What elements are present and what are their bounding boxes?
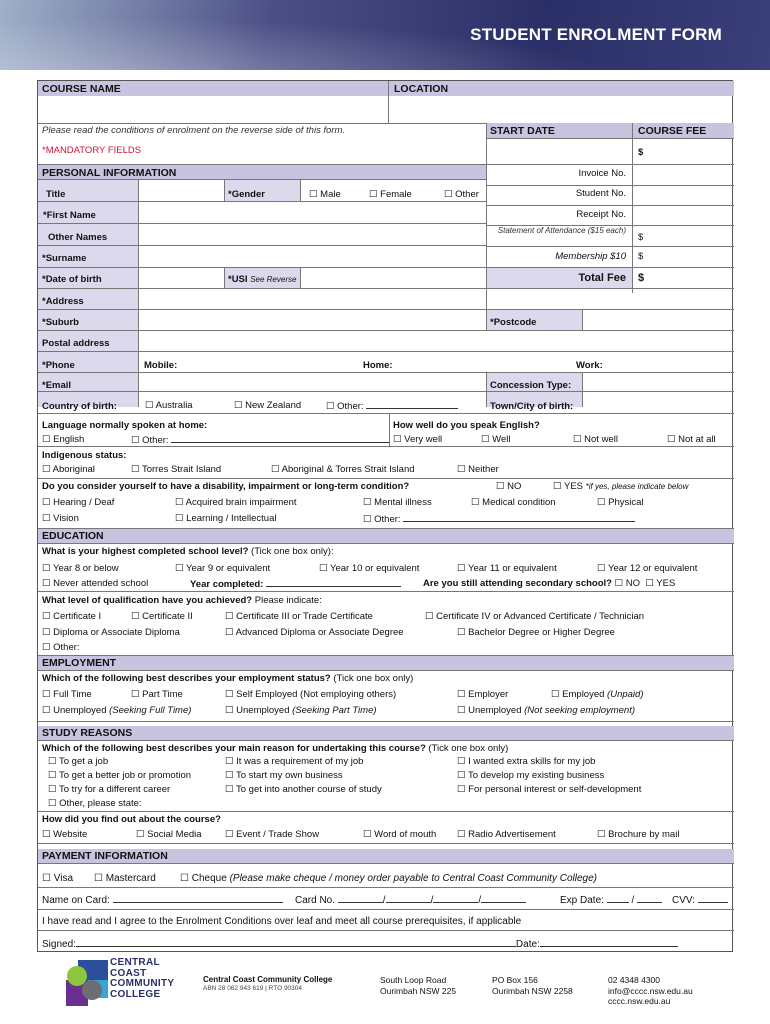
lang-other-checkbox[interactable]: ☐ Other: — [131, 435, 169, 446]
find-word-checkbox[interactable]: ☐ Word of mouth — [363, 829, 437, 840]
dob-label: *Date of birth — [42, 274, 102, 285]
reason-job-checkbox[interactable]: ☐ To get a job — [48, 756, 109, 767]
gender-male-checkbox[interactable]: ☐ Male — [309, 189, 341, 200]
footer — [0, 956, 770, 1024]
indigenous-aboriginal-checkbox[interactable]: ☐ Aboriginal — [42, 464, 95, 475]
start-date-label: START DATE — [490, 125, 555, 137]
still-attending-no-checkbox[interactable]: ☐ NO — [614, 578, 641, 589]
personal-info-heading: PERSONAL INFORMATION — [42, 167, 177, 179]
footer-org-name: Central Coast Community College — [203, 975, 333, 984]
concession-label: Concession Type: — [490, 380, 572, 391]
concession-field[interactable] — [584, 373, 732, 391]
country-nz-checkbox[interactable]: ☐ New Zealand — [234, 400, 302, 411]
postcode-label: *Postcode — [490, 317, 537, 328]
year-completed-label: Year completed: — [190, 579, 264, 590]
find-website-checkbox[interactable]: ☐ Website — [42, 829, 88, 840]
other-names-label: Other Names — [48, 232, 108, 243]
pay-visa-checkbox[interactable]: ☐ Visa — [42, 873, 74, 884]
qualification-hint: Please indicate: — [254, 595, 322, 606]
speak-english-label: How well do you speak English? — [393, 420, 540, 431]
course-name-field[interactable] — [40, 97, 386, 121]
cheque-note: (Please make cheque / money order payable to Central Coast Community College) — [229, 873, 597, 884]
disability-medical-checkbox[interactable]: ☐ Medical condition — [471, 497, 556, 508]
first-name-field[interactable] — [140, 202, 484, 222]
gender-female-checkbox[interactable]: ☐ Female — [369, 189, 412, 200]
reason-requirement-checkbox[interactable]: ☐ It was a requirement of my job — [225, 756, 364, 767]
signed-label: Signed: — [42, 939, 76, 950]
home-field[interactable] — [400, 353, 570, 370]
part-time-checkbox[interactable]: ☐ Part Time — [131, 689, 183, 700]
education-heading: EDUCATION — [38, 529, 734, 543]
membership-label: Membership $10 — [555, 251, 626, 262]
reason-extra-skills-checkbox[interactable]: ☐ I wanted extra skills for my job — [457, 756, 596, 767]
logo-line-2: COAST — [110, 967, 147, 979]
location-field[interactable] — [390, 97, 732, 121]
agreement-text: I have read and I agree to the Enrolment Conditions over leaf and meet all course prerequisites, if applicable — [42, 916, 522, 927]
indigenous-label: Indigenous status: — [42, 450, 127, 461]
student-no-label: Student No. — [575, 188, 626, 199]
indigenous-neither-checkbox[interactable]: ☐ Neither — [457, 464, 499, 475]
card-no-field-2[interactable] — [386, 894, 431, 903]
footer-website-link[interactable]: cccc.nsw.edu.au — [608, 996, 671, 1006]
cvv-label: CVV: — [672, 895, 695, 906]
title-label: Title — [46, 189, 66, 200]
student-no-field[interactable] — [634, 186, 732, 204]
usi-field[interactable] — [302, 268, 484, 287]
disability-hearing-checkbox[interactable]: ☐ Hearing / Deaf — [42, 497, 115, 508]
receipt-no-field[interactable] — [634, 206, 732, 224]
year12-checkbox[interactable]: ☐ Year 12 or equivalent — [597, 563, 698, 574]
postal-address-field[interactable] — [140, 331, 732, 350]
postcode-field[interactable] — [584, 310, 732, 329]
exp-month-field[interactable] — [607, 894, 629, 903]
still-attending-label: Are you still attending secondary school? — [423, 578, 612, 589]
disability-brain-checkbox[interactable]: ☐ Acquired brain impairment — [175, 497, 297, 508]
study-reason-hint: (Tick one box only) — [428, 743, 509, 754]
unemployed-not-checkbox[interactable]: ☐ Unemployed — [457, 705, 522, 716]
english-not-well-checkbox[interactable]: ☐ Not well — [573, 434, 618, 445]
full-time-checkbox[interactable]: ☐ Full Time — [42, 689, 92, 700]
total-fee-label: Total Fee — [578, 272, 626, 284]
card-no-field-3[interactable] — [433, 894, 478, 903]
employed-unpaid-note: (Unpaid) — [607, 689, 644, 700]
statement-label: Statement of Attendance ($15 each) — [497, 226, 626, 235]
reason-other-checkbox[interactable]: ☐ Other, please state: — [48, 798, 142, 809]
reason-better-job-checkbox[interactable]: ☐ To get a better job or promotion — [48, 770, 192, 781]
logo-line-3: COMMUNITY — [110, 978, 175, 989]
mobile-label: Mobile: — [144, 360, 178, 371]
logo-line-4: COLLEGE — [110, 988, 161, 1000]
address-field[interactable] — [140, 289, 732, 308]
work-label: Work: — [576, 360, 603, 371]
invoice-no-label: Invoice No. — [578, 168, 626, 179]
town-field[interactable] — [584, 393, 732, 407]
english-very-well-checkbox[interactable]: ☐ Very well — [393, 434, 443, 445]
indigenous-both-checkbox[interactable]: ☐ Aboriginal & Torres Strait Island — [271, 464, 415, 475]
gender-other-checkbox[interactable]: ☐ Other — [444, 189, 479, 200]
pay-mastercard-checkbox[interactable]: ☐ Mastercard — [94, 873, 156, 884]
unemployed-part-checkbox[interactable]: ☐ Unemployed — [225, 705, 290, 716]
unemployed-full-checkbox[interactable]: ☐ Unemployed — [42, 705, 107, 716]
adv-diploma-checkbox[interactable]: ☐ Advanced Diploma or Associate Degree — [225, 627, 404, 638]
still-attending-yes-checkbox[interactable]: ☐ YES — [645, 578, 676, 589]
name-on-card-label: Name on Card: — [42, 895, 110, 906]
english-not-at-all-checkbox[interactable]: ☐ Not at all — [667, 434, 716, 445]
invoice-no-field[interactable] — [634, 165, 732, 183]
employed-unpaid-checkbox[interactable]: ☐ Employed — [551, 689, 605, 700]
course-name-label: COURSE NAME — [42, 83, 121, 95]
disability-if-yes-note: *if yes, please indicate below — [585, 482, 689, 491]
year-completed-field[interactable] — [266, 578, 401, 587]
form-title: STUDENT ENROLMENT FORM — [470, 25, 722, 44]
cvv-field[interactable] — [698, 894, 728, 903]
exp-date-label: Exp Date: — [560, 895, 604, 906]
year10-checkbox[interactable]: ☐ Year 10 or equivalent — [319, 563, 420, 574]
footer-address-1: South Loop Road — [380, 975, 447, 985]
email-label: *Email — [42, 380, 72, 391]
dob-field[interactable] — [140, 268, 224, 287]
cert4-checkbox[interactable]: ☐ Certificate IV or Advanced Certificate / Technician — [425, 611, 645, 622]
footer-po-1: PO Box 156 — [492, 975, 538, 985]
employment-question: Which of the following best describes your employment status? — [42, 673, 331, 684]
pay-cheque-checkbox[interactable]: ☐ Cheque — [180, 873, 227, 884]
membership-fee-field[interactable]: $ — [638, 251, 644, 262]
footer-email-link[interactable]: info@cccc.nsw.edu.au — [608, 985, 693, 996]
indigenous-tsi-checkbox[interactable]: ☐ Torres Strait Island — [131, 464, 222, 475]
date-label: Date: — [515, 939, 540, 950]
country-australia-checkbox[interactable]: ☐ Australia — [145, 400, 193, 411]
surname-label: *Surname — [42, 253, 87, 264]
disability-other-checkbox[interactable]: ☐ Other: — [363, 514, 401, 525]
cert1-checkbox[interactable]: ☐ Certificate I — [42, 611, 102, 622]
other-names-field[interactable] — [140, 224, 484, 244]
title-field[interactable] — [140, 180, 224, 200]
footer-po-2: Ourimbah NSW 2258 — [492, 985, 573, 996]
disability-no-checkbox[interactable]: ☐ NO — [496, 481, 522, 492]
reason-own-business-checkbox[interactable]: ☐ To start my own business — [225, 770, 343, 781]
diploma-checkbox[interactable]: ☐ Diploma or Associate Diploma — [42, 627, 180, 638]
reason-develop-business-checkbox[interactable]: ☐ To develop my existing business — [457, 770, 605, 781]
course-header-bar — [38, 81, 734, 96]
name-on-card-field[interactable] — [113, 894, 283, 903]
study-reasons-heading: STUDY REASONS — [38, 726, 734, 740]
phone-label: *Phone — [42, 360, 75, 371]
self-employed-checkbox[interactable]: ☐ Self Employed (Not employing others) — [225, 689, 397, 700]
find-out-question: How did you find out about the course? — [42, 814, 221, 825]
mobile-field[interactable] — [188, 353, 358, 370]
email-field[interactable] — [140, 373, 484, 391]
employment-hint: (Tick one box only) — [333, 673, 414, 684]
disability-mental-checkbox[interactable]: ☐ Mental illness — [363, 497, 432, 508]
school-level-hint: (Tick one box only): — [251, 546, 334, 557]
suburb-field[interactable] — [140, 310, 484, 329]
find-social-checkbox[interactable]: ☐ Social Media — [136, 829, 202, 840]
footer-address-2: Ourimbah NSW 225 — [380, 985, 457, 996]
employment-heading: EMPLOYMENT — [38, 656, 734, 670]
college-logo-icon — [66, 960, 108, 1006]
surname-field[interactable] — [140, 246, 484, 266]
card-no-label: Card No. — [295, 895, 336, 906]
gender-label: *Gender — [228, 189, 265, 200]
reason-interest-checkbox[interactable]: ☐ For personal interest or self-development — [457, 784, 642, 795]
country-other-field[interactable] — [366, 400, 458, 409]
country-label: Country of birth: — [42, 401, 117, 412]
enrolment-form: COURSE NAME LOCATION Please read the conditions of enrolment on the reverse side of this form. START DATE COURSE FEE *MANDATORY FIELDS $ PERSONAL INFORMATION Invoice No. Student No. Receipt No. Statement of Attendance ($15 each) $ Membership $10 $ Total Fee $ Title *Gender ☐ Male ☐ Female ☐ Other *First Name Other Names *Surname *Date of birth *USI See Reverse *Address *Suburb *Postcode Postal address *Phone Mobile: Home: Work: *Email Concession Type: Country of birth: ☐ Australia ☐ New Zealand ☐ Other: Town/City of birth: Language normally spoken at home: ☐ English ☐ Other: How well do you speak English? ☐ Very well ☐ Well ☐ Not well ☐ Not at all Indigenous status: ☐ Aboriginal ☐ Torres Strait Island ☐ Aboriginal & Torres Strait Island ☐ Neither Do you consider yourself to have a disability, impairment or long-term condition? ☐ NO ☐ YES *if yes, please indicate below ☐ Hearing / Deaf ☐ Acquired brain impairment ☐ Mental illness ☐ Medical condition ☐ Physical ☐ Vision ☐ Learning / Intellectual ☐ Other: EDUCATION What is your highest completed school level? (Tick one box only): ☐ Year 8 or below ☐ Year 9 or equivalent ☐ Year 10 or equivalent ☐ Year 11 or equivalent ☐ Year 12 or equivalent ☐ Never attended school Year completed: Are you still attending secondary school? ☐ NO ☐ YES What level of qualification have you achieved? Please indicate: ☐ Certificate I ☐ Certificate II ☐ Certificate III or Trade Certificate ☐ Certificate IV or Advanced Certificate / Technician ☐ Diploma or Associate Diploma ☐ Advanced Diploma or Associate Degree ☐ Bachelor Degree or Higher Degree ☐ Other: EMPLOYMENT Which of the following best describes your employment status? (Tick one box only) ☐ Full Time ☐ Part Time ☐ Self Employed (Not employing others) ☐ Employer ☐ Employed (Unpaid) ☐ Unemployed (Seeking Full Time) ☐ Unemployed (Seeking Part Time) ☐ Unemployed (Not seeking employment) STUDY REASONS Which of the following best describes your main reason for undertaking this course? (Tick one box only) ☐ To get a job ☐ It was a requirement of my job ☐ I wanted extra skills for my job ☐ To get a better job or promotion ☐ To start my own business ☐ To develop my existing business ☐ To try for a different career ☐ To get into another course of study ☐ For personal interest or self-development ☐ Other, please state: How did you find out about the course? ☐ Website ☐ Social Media ☐ Event / Trade Show ☐ Word of mouth ☐ Radio Advertisement ☐ Brochure by mail PAYMENT INFORMATION ☐ Visa ☐ Mastercard ☐ Cheque (Please make cheque / money order payable to Central Coast Community College) Name on Card: Card No. / / / Exp Date: / CVV: I have read and I agree to the Enrolment Conditions over leaf and meet all course prerequisites, if applicable Signed: Date: — [37, 80, 733, 952]
statement-fee-field[interactable]: $ — [638, 232, 644, 243]
receipt-no-label: Receipt No. — [576, 209, 626, 220]
header-banner — [0, 0, 770, 70]
unemployed-part-note: (Seeking Part Time) — [292, 705, 377, 716]
footer-abn: ABN 28 062 943 619 | RTO 90304 — [203, 985, 303, 992]
course-fee-field[interactable]: $ — [638, 147, 644, 158]
employer-checkbox[interactable]: ☐ Employer — [457, 689, 509, 700]
never-attended-checkbox[interactable]: ☐ Never attended school — [42, 578, 149, 589]
suburb-label: *Suburb — [42, 317, 79, 328]
disability-other-field[interactable] — [403, 513, 635, 522]
year11-checkbox[interactable]: ☐ Year 11 or equivalent — [457, 563, 557, 574]
home-label: Home: — [363, 360, 393, 371]
disability-physical-checkbox[interactable]: ☐ Physical — [597, 497, 644, 508]
usi-label: *USI — [228, 274, 248, 285]
lang-english-checkbox[interactable]: ☐ English — [42, 434, 85, 445]
reason-career-checkbox[interactable]: ☐ To try for a different career — [48, 784, 171, 795]
lang-other-field[interactable] — [171, 434, 389, 443]
work-field[interactable] — [610, 353, 730, 370]
date-field[interactable] — [540, 938, 678, 947]
disability-vision-checkbox[interactable]: ☐ Vision — [42, 513, 79, 524]
qualification-other-checkbox[interactable]: ☐ Other: — [42, 642, 80, 653]
study-reason-question: Which of the following best describes your main reason for undertaking this course? — [42, 743, 426, 754]
bachelor-checkbox[interactable]: ☐ Bachelor Degree or Higher Degree — [457, 627, 615, 638]
qualification-question: What level of qualification have you achieved? — [42, 595, 253, 606]
disability-yes-checkbox[interactable]: ☐ YES — [553, 481, 583, 492]
cert2-checkbox[interactable]: ☐ Certificate II — [131, 611, 193, 622]
address-label: *Address — [42, 296, 84, 307]
english-well-checkbox[interactable]: ☐ Well — [481, 434, 511, 445]
exp-year-field[interactable] — [637, 894, 662, 903]
location-label: LOCATION — [394, 83, 449, 95]
logo-line-1: CENTRAL — [110, 957, 160, 968]
total-fee-field[interactable]: $ — [638, 272, 645, 284]
payment-heading: PAYMENT INFORMATION — [38, 849, 734, 863]
find-event-checkbox[interactable]: ☐ Event / Trade Show — [225, 829, 320, 840]
postal-address-label: Postal address — [42, 338, 110, 349]
footer-phone: 02 4348 4300 — [608, 975, 660, 985]
disability-learning-checkbox[interactable]: ☐ Learning / Intellectual — [175, 513, 277, 524]
country-other-checkbox[interactable]: ☐ Other: — [326, 401, 364, 412]
card-no-field-4[interactable] — [481, 894, 526, 903]
town-label: Town/City of birth: — [490, 401, 574, 412]
school-level-question: What is your highest completed school level? — [42, 546, 249, 557]
signature-field[interactable] — [76, 938, 516, 947]
mandatory-fields-note: *MANDATORY FIELDS — [42, 145, 142, 156]
start-date-field[interactable] — [488, 140, 630, 162]
first-name-label: *First Name — [43, 210, 96, 221]
usi-see-reverse: See Reverse — [250, 275, 297, 284]
reason-another-course-checkbox[interactable]: ☐ To get into another course of study — [225, 784, 382, 795]
cert3-checkbox[interactable]: ☐ Certificate III or Trade Certificate — [225, 611, 373, 622]
disability-question: Do you consider yourself to have a disability, impairment or long-term condition? — [42, 481, 410, 492]
year9-checkbox[interactable]: ☐ Year 9 or equivalent — [175, 563, 271, 574]
unemployed-full-note: (Seeking Full Time) — [109, 705, 192, 716]
find-brochure-checkbox[interactable]: ☐ Brochure by mail — [597, 829, 680, 840]
card-no-field-1[interactable] — [338, 894, 383, 903]
year8-checkbox[interactable]: ☐ Year 8 or below — [42, 563, 119, 574]
conditions-note: Please read the conditions of enrolment on the reverse side of this form. — [42, 125, 346, 136]
find-radio-checkbox[interactable]: ☐ Radio Advertisement — [457, 829, 556, 840]
course-fee-label: COURSE FEE — [638, 125, 707, 137]
language-label: Language normally spoken at home: — [42, 420, 208, 431]
unemployed-not-note: (Not seeking employment) — [524, 705, 636, 716]
